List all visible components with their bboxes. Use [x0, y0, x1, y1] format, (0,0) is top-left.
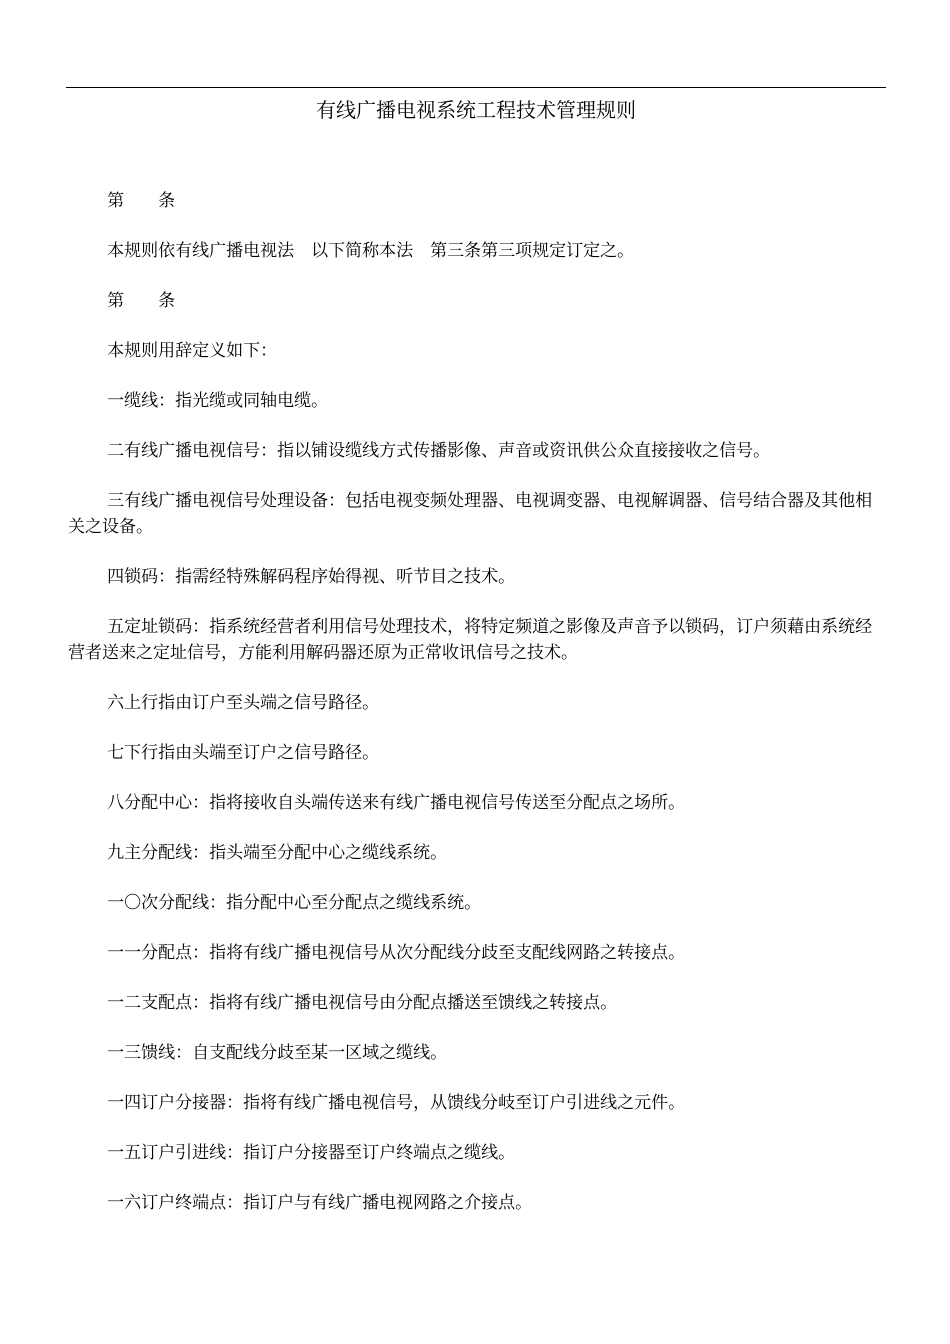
definition-item: 一一分配点：指将有线广播电视信号从次分配线分歧至支配线网路之转接点。 [107, 943, 686, 963]
definition-item: 五定址锁码：指系统经营者利用信号处理技术，将特定频道之影像及声音予以锁码，订户须藉由系统经营者送来之定址信号，方能利用解码器还原为正常收讯信号之技术。 [68, 617, 873, 663]
definition-item: 八分配中心：指将接收自头端传送来有线广播电视信号传送至分配点之场所。 [107, 793, 686, 813]
article-heading-2: 第 条 [107, 291, 176, 311]
definition-item: 七下行指由头端至订户之信号路径。 [107, 743, 380, 763]
definition-item: 四锁码：指需经特殊解码程序始得视、听节目之技术。 [107, 567, 516, 587]
definition-item: 一缆线：指光缆或同轴电缆。 [107, 391, 329, 411]
definition-item: 一二支配点：指将有线广播电视信号由分配点播送至馈线之转接点。 [107, 993, 618, 1013]
definition-item: 一三馈线：自支配线分歧至某一区域之缆线。 [107, 1043, 448, 1063]
definition-item: 二有线广播电视信号：指以铺设缆线方式传播影像、声音或资讯供公众直接接收之信号。 [107, 441, 771, 461]
definition-item: 一四订户分接器：指将有线广播电视信号，从馈线分岐至订户引进线之元件。 [107, 1093, 686, 1113]
document-body [68, 188, 884, 1240]
article-heading-1: 第 条 [107, 191, 176, 211]
definition-item: 九主分配线：指头端至分配中心之缆线系统。 [107, 843, 448, 863]
definition-item: 一五订户引进线：指订户分接器至订户终端点之缆线。 [107, 1143, 516, 1163]
header-rule [66, 87, 886, 88]
definition-item: 三有线广播电视信号处理设备：包括电视变频处理器、电视调变器、电视解调器、信号结合器及其他相关之设备。 [68, 491, 873, 537]
definition-item: 一〇次分配线：指分配中心至分配点之缆线系统。 [107, 893, 482, 913]
definition-item: 一六订户终端点：指订户与有线广播电视网路之介接点。 [107, 1193, 533, 1213]
article-paragraph: 本规则用辞定义如下： [107, 341, 278, 361]
document-title: 有线广播电视系统工程技术管理规则 [316, 98, 636, 122]
article-paragraph: 本规则依有线广播电视法 以下简称本法 第三条第三项规定订定之。 [107, 241, 635, 261]
definition-item: 六上行指由订户至头端之信号路径。 [107, 693, 380, 713]
